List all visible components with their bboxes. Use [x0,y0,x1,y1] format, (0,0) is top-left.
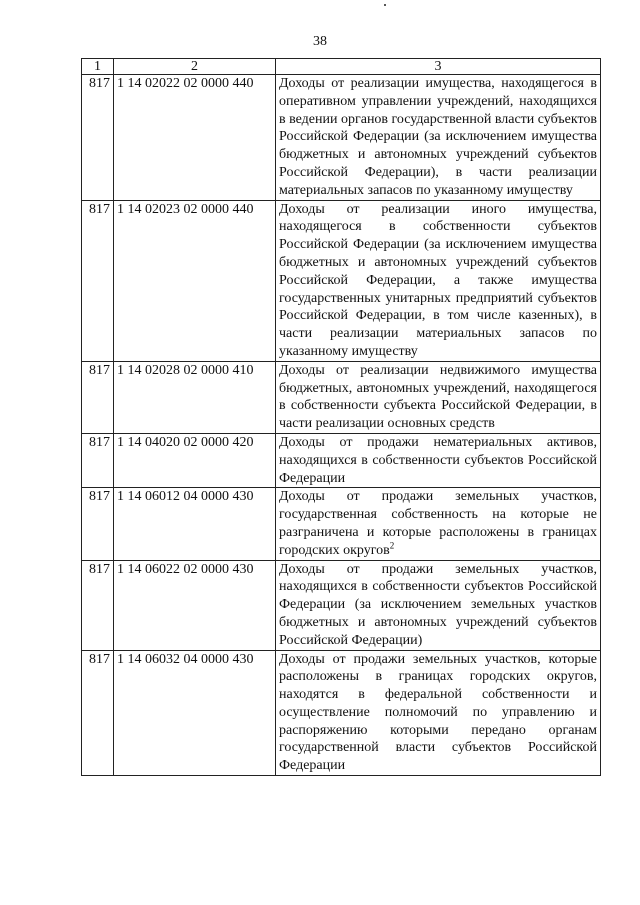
header-col-2: 2 [114,59,276,75]
revenue-name-text: Доходы от реализации недвижимого имущества бюджетных, автономных учреждений, находящегося в собственности субъекта Российской Федерации, в части реализации основных средств [279,362,597,432]
table-header-row [82,59,601,75]
revenue-name-text: Доходы от продажи земельных участков, государственная собственность на которые не разграничена и которые расположены в границах городских округов [279,489,597,558]
table-body [82,75,601,776]
revenue-name-text: Доходы от продажи земельных участков, которые расположены в границах городских округов, находятся в федеральной собственности и осуществление полномочий по управлению и распоряжению которыми передано органам государственной власти субъектов Российской Федерации [279,651,597,774]
revenue-name-text: Доходы от реализации иного имущества, находящегося в собственности субъектов Российской Федерации (за исключением имущества бюджетных и автономных учреждений субъектов Российской Федерации, а также имущества государственных унитарных предприятий субъектов Российской Федерации, в том числе казенных), в части реализации материальных запасов по указанному имуществу [279,201,597,359]
admin-code-cell: 817 [82,433,114,487]
revenue-codes-table [81,58,601,776]
revenue-name-cell [276,75,601,201]
admin-code-cell: 817 [82,488,114,560]
revenue-code-cell: 1 14 06032 04 0000 430 [114,650,276,776]
revenue-name-cell [276,650,601,776]
revenue-name-cell [276,560,601,650]
page-number: 38 [313,34,327,49]
revenue-name-cell [276,361,601,433]
revenue-code-cell: 1 14 06012 04 0000 430 [114,488,276,560]
scan-dot [384,4,386,6]
table-row [82,650,601,776]
revenue-name-cell [276,200,601,361]
revenue-name-cell [276,488,601,560]
revenue-name-cell [276,433,601,487]
revenue-name-text: Доходы от продажи земельных участков, находящихся в собственности субъектов Российской Федерации (за исключением земельных участков бюджетных и автономных учреждений субъектов Российской Федерации) [279,561,597,648]
admin-code-cell: 817 [82,200,114,361]
table-row [82,75,601,201]
revenue-code-cell: 1 14 06022 02 0000 430 [114,560,276,650]
header-col-1: 1 [82,59,114,75]
revenue-name-text: Доходы от продажи нематериальных активов, находящихся в собственности субъектов Российской Федерации [279,434,597,486]
revenue-code-cell: 1 14 02022 02 0000 440 [114,75,276,201]
table-row [82,361,601,433]
table-row [82,200,601,361]
table-row [82,433,601,487]
table-row [82,560,601,650]
admin-code-cell: 817 [82,560,114,650]
revenue-code-cell: 1 14 02028 02 0000 410 [114,361,276,433]
footnote-mark: 2 [389,540,395,551]
table-row [82,488,601,560]
revenue-name-text: Доходы от реализации имущества, находящегося в оперативном управлении учреждений, находящихся в ведении органов государственной власти субъектов Российской Федерации (за исключением имущества бюджетных и автономных учреждений субъектов Российской Федерации), в части реализации материальных запасов по указанному имуществу [279,76,598,198]
revenue-code-cell: 1 14 02023 02 0000 440 [114,200,276,361]
header-col-3: 3 [276,59,601,75]
admin-code-cell: 817 [82,75,114,201]
admin-code-cell: 817 [82,361,114,433]
revenue-code-cell: 1 14 04020 02 0000 420 [114,433,276,487]
admin-code-cell: 817 [82,650,114,776]
